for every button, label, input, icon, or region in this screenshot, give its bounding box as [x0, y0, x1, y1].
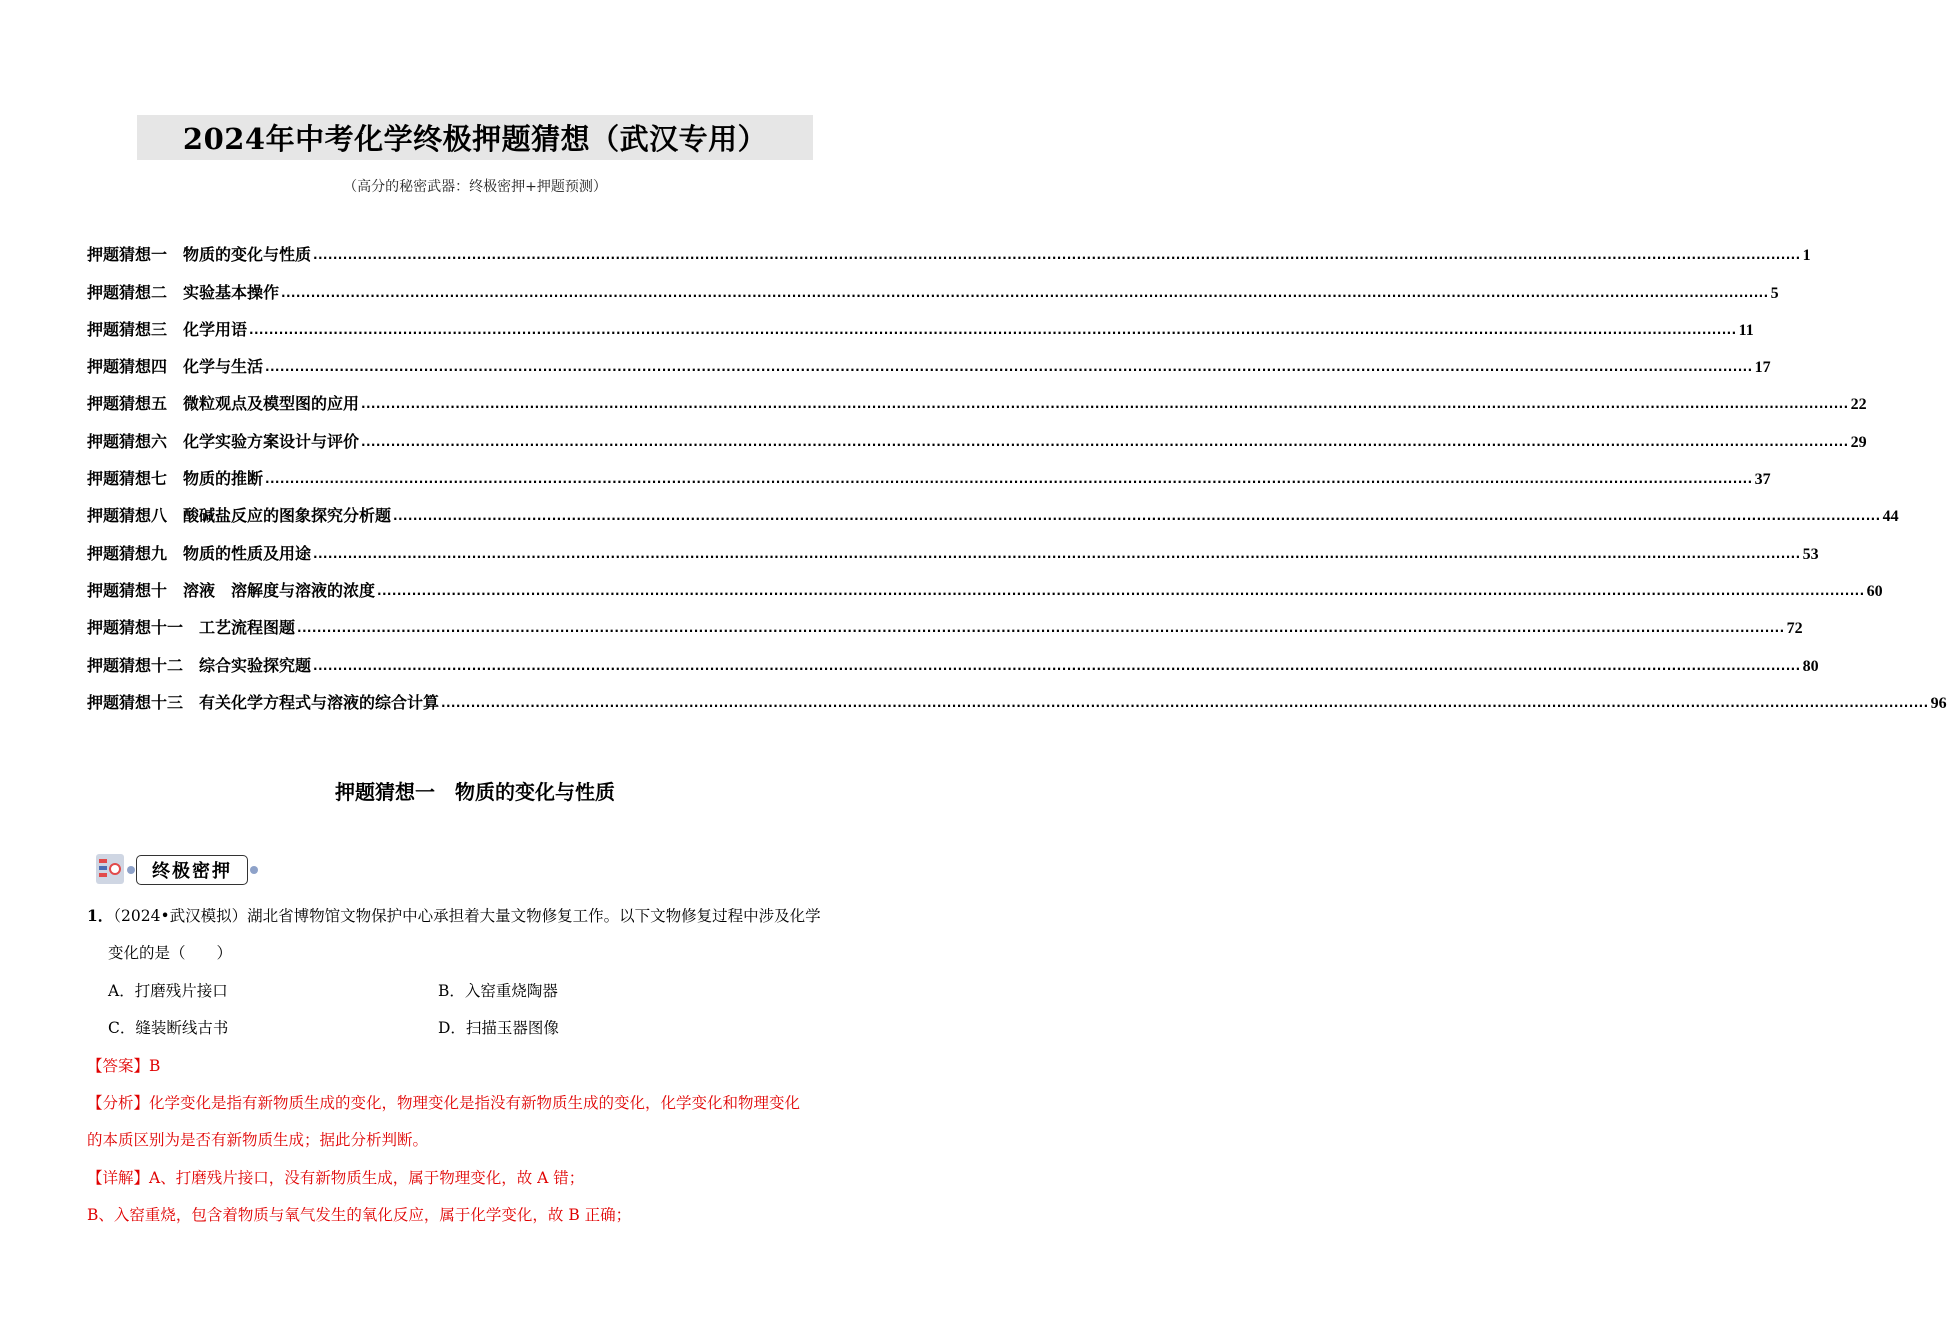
toc-entry[interactable] — [87, 265, 1779, 302]
toc-entry[interactable] — [87, 452, 1771, 489]
toc-entry-page: 37 — [1754, 471, 1771, 489]
toc-entry[interactable] — [87, 377, 1867, 414]
dot-icon — [127, 866, 135, 874]
toc-entry[interactable] — [87, 601, 1803, 638]
dot-icon — [250, 866, 258, 874]
toc-entry-label: 押题猜想七 物质的推断 — [87, 469, 264, 489]
toc-entry-label: 押题猜想十一 工艺流程图题 — [87, 618, 296, 638]
toc-leader-dots: ............................................................................................................................................................................................................................................................................................................ — [361, 397, 1849, 412]
toc-entry-page: 29 — [1850, 433, 1867, 451]
toc-entry[interactable] — [87, 340, 1771, 377]
option-d: D．扫描玉器图像 — [438, 1019, 559, 1037]
toc-leader-dots: ............................................................................................................................................................................................................................................................................................................ — [313, 658, 1801, 673]
title-banner — [137, 115, 813, 160]
toc-entry[interactable] — [87, 526, 1819, 563]
toc-entry-page: 53 — [1802, 545, 1819, 563]
toc-leader-dots: ............................................................................................................................................................................................................................................................................................................ — [313, 248, 1801, 263]
toc-entry-label: 押题猜想九 物质的性质及用途 — [87, 543, 312, 563]
toc-entry-page: 17 — [1754, 359, 1771, 377]
toc-entry-label: 押题猜想八 酸碱盐反应的图象探究分析题 — [87, 506, 392, 526]
document-title: 2024年中考化学终极押题猜想（武汉专用） — [182, 122, 768, 156]
toc-entry[interactable] — [87, 489, 1899, 526]
toc-leader-dots: ............................................................................................................................................................................................................................................................................................................ — [313, 546, 1801, 561]
toc-entry[interactable] — [87, 638, 1819, 675]
toc-entry[interactable] — [87, 676, 1947, 713]
answer: 【答案】B — [87, 1057, 161, 1075]
toc-leader-dots: ............................................................................................................................................................................................................................................................................................................ — [265, 360, 1753, 375]
toc-leader-dots: ............................................................................................................................................................................................................................................................................................................ — [441, 695, 1929, 710]
toc-entry-page: 80 — [1802, 657, 1819, 675]
toc-entry[interactable] — [87, 564, 1883, 601]
toc-leader-dots: ............................................................................................................................................................................................................................................................................................................ — [265, 472, 1753, 487]
toc-entry-label: 押题猜想十三 有关化学方程式与溶液的综合计算 — [87, 692, 440, 712]
option-b: B．入窑重烧陶器 — [438, 982, 558, 1000]
question-line-2: 变化的是（ ） — [108, 944, 233, 962]
toc-entry[interactable] — [87, 228, 1811, 265]
question-number: 1． — [87, 906, 114, 925]
target-chart-icon — [96, 854, 124, 884]
badge-label: 终极密押 — [136, 855, 248, 885]
detail-line-1: 【详解】A、打磨残片接口，没有新物质生成，属于物理变化，故 A 错； — [87, 1169, 585, 1187]
detail-line-2: B、入窑重烧，包含着物质与氧气发生的氧化反应，属于化学变化，故 B 正确； — [87, 1206, 632, 1224]
toc-entry-label: 押题猜想五 微粒观点及模型图的应用 — [87, 394, 360, 414]
toc-entry[interactable] — [87, 303, 1754, 340]
toc-entry-page: 22 — [1850, 396, 1867, 414]
option-c: C．缝装断线古书 — [108, 1019, 229, 1037]
toc-entry-label: 押题猜想三 化学用语 — [87, 319, 248, 339]
subtitle: （高分的秘密武器：终极密押+押题预测） — [343, 179, 607, 195]
toc-entry-page: 1 — [1802, 247, 1811, 265]
analysis-line-2: 的本质区别为是否有新物质生成；据此分析判断。 — [87, 1131, 429, 1149]
analysis-line-1: 【分析】化学变化是指有新物质生成的变化，物理变化是指没有新物质生成的变化，化学变化和物理变化 — [87, 1094, 801, 1112]
toc-leader-dots: ............................................................................................................................................................................................................................................................................................................ — [393, 509, 1881, 524]
section-badge — [96, 852, 260, 888]
toc-entry[interactable] — [87, 414, 1867, 451]
toc-entry-page: 60 — [1866, 582, 1883, 600]
toc-leader-dots: ............................................................................................................................................................................................................................................................................................................ — [297, 621, 1785, 636]
toc-entry-page: 72 — [1786, 620, 1803, 638]
section-heading: 押题猜想一 物质的变化与性质 — [335, 780, 615, 804]
toc-leader-dots: ............................................................................................................................................................................................................................................................................................................ — [361, 434, 1849, 449]
toc-leader-dots: ............................................................................................................................................................................................................................................................................................................ — [281, 285, 1769, 300]
toc-entry-label: 押题猜想十 溶液 溶解度与溶液的浓度 — [87, 580, 376, 600]
question-line-1 — [87, 904, 821, 926]
toc-entry-label: 押题猜想一 物质的变化与性质 — [87, 245, 312, 265]
toc-entry-page: 5 — [1770, 284, 1779, 302]
toc-entry-label: 押题猜想六 化学实验方案设计与评价 — [87, 431, 360, 451]
toc-entry-page: 96 — [1930, 694, 1947, 712]
toc-leader-dots: ............................................................................................................................................................................................................................................................................................................ — [249, 322, 1737, 337]
toc-leader-dots: ............................................................................................................................................................................................................................................................................................................ — [377, 583, 1865, 598]
question-stem: （2024•武汉模拟）湖北省博物馆文物保护中心承担着大量文物修复工作。以下文物修复过程中涉及化学 — [113, 907, 821, 925]
toc-entry-label: 押题猜想四 化学与生活 — [87, 357, 264, 377]
toc-entry-page: 44 — [1882, 508, 1899, 526]
toc-entry-label: 押题猜想二 实验基本操作 — [87, 282, 280, 302]
option-a: A．打磨残片接口 — [108, 982, 228, 1000]
table-of-contents — [87, 228, 1947, 713]
toc-entry-page: 11 — [1738, 321, 1754, 339]
toc-entry-label: 押题猜想十二 综合实验探究题 — [87, 655, 312, 675]
